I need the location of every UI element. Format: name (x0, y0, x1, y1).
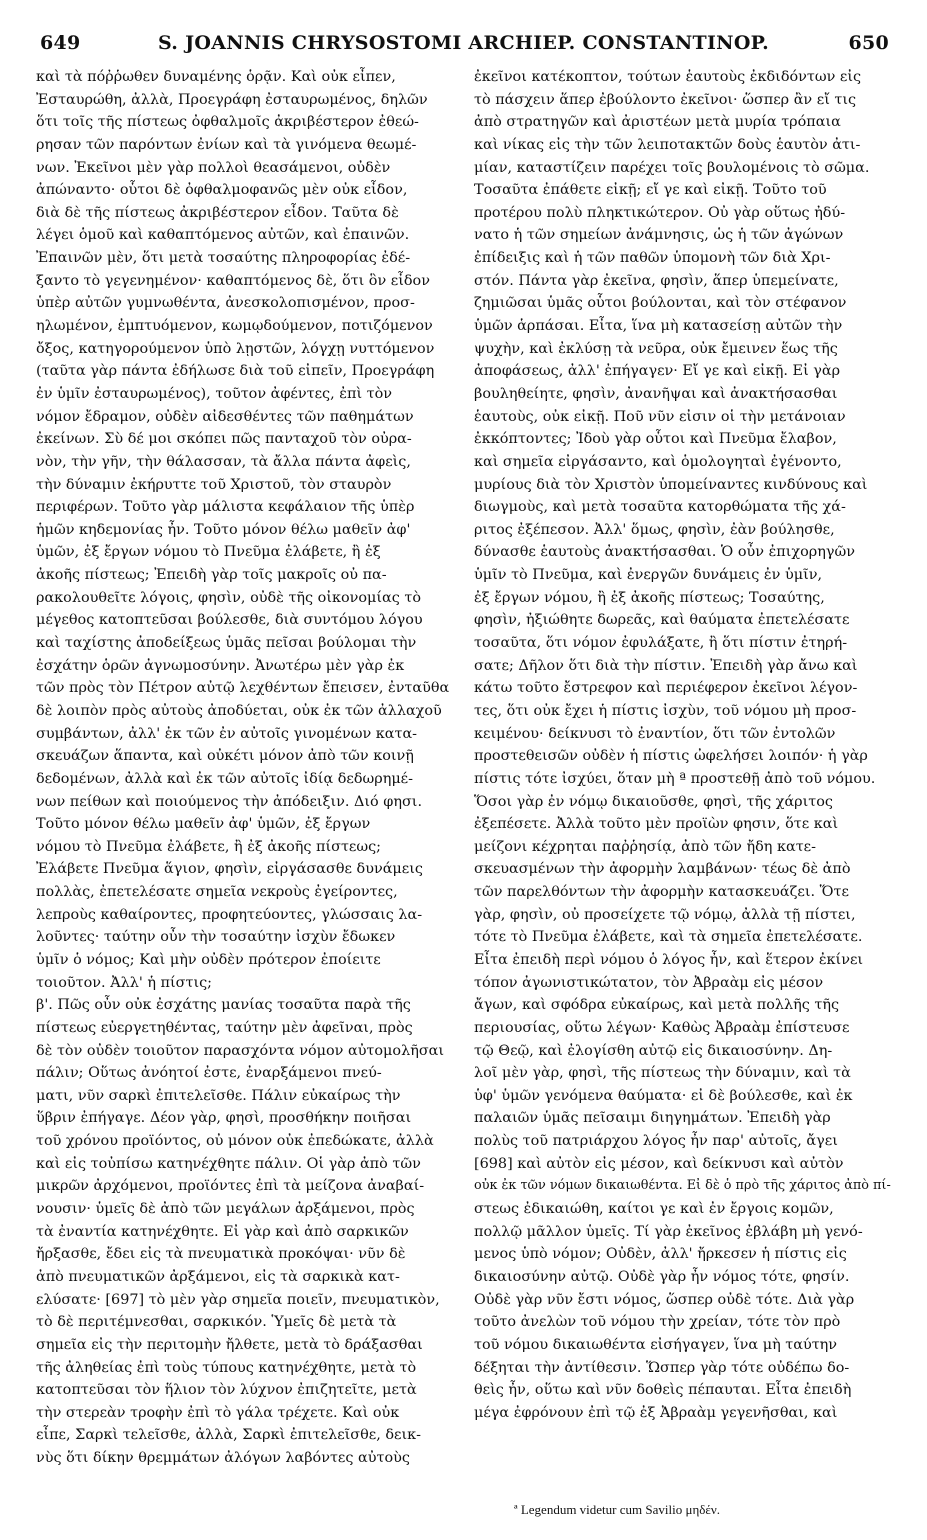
text-line: δὲ λοιπὸν πρὸς αὐτοὺς ἀποδύεται, οὐκ ἐκ τῶν ἀλλαχοῦ (36, 702, 442, 719)
text-line: β'. Πῶς οὖν οὐκ ἐσχάτης μανίας τοσαῦτα παρὰ τῆς (36, 997, 411, 1014)
right-column (474, 66, 894, 1424)
running-title: S. JOANNIS CHRYSOSTOMI ARCHIEP. CONSTANTINOP. (157, 32, 770, 54)
text-line: Ἐπαινῶν μὲν, ὅτι μετὰ τοσαύτης πληροφορίας ἐδέ- (36, 250, 411, 267)
text-line: ἀκοῆς πίστεως; Ἐπειδὴ γὰρ τοῖς μακροῖς οὐ πα- (36, 567, 387, 584)
text-line: φησὶν, ἠξιώθητε δωρεᾶς, καὶ θαύματα ἐπετελέσατε (474, 612, 850, 629)
text-line: ὕβριν ἐπήγαγε. Δέον γὰρ, φησὶ, προσθήκην ποιῆσαι (36, 1110, 412, 1127)
text-line: τὸ πάσχειν ἅπερ ἐβούλοντο ἐκεῖνοι· ὥσπερ ἂν εἴ τις (474, 91, 857, 108)
text-line: τοιοῦτον. Ἀλλ' ἡ πίστις; (36, 974, 212, 991)
text-line: μίαν, καταστίζειν παρέχει τοῖς βουλομένοις τὸ σῶμα. (474, 159, 870, 176)
text-line: μείζονι κέχρηται παῤῥησίᾳ, ἀπὸ τῶν ἤδη κατε- (474, 838, 816, 855)
text-line: διὰ δὲ τῆς πίστεως ἀκριβέστερον εἶδον. Ταῦτα δὲ (36, 204, 399, 221)
text-line: καὶ σημεῖα εἰργάσαντο, καὶ ὁμολογηταὶ ἐγένοντο, (474, 453, 842, 470)
text-line: μυρίους διὰ τὸν Χριστὸν ὑπομείναντες κινδύνους καὶ (474, 476, 868, 493)
text-line: ὑμῶν ἁρπάσαι. Εἶτα, ἵνα μὴ κατασείσῃ αὐτῶν τὴν (474, 318, 843, 335)
text-line: πάλιν; Οὕτως ἀνόητοί ἐστε, ἐναρξάμενοι πνεύ- (36, 1065, 382, 1082)
text-line: πίστεως εὐεργετηθέντας, ταύτην μὲν ἀφεῖναι, πρὸς (36, 1019, 413, 1036)
text-line: Τοῦτο μόνον θέλω μαθεῖν ἀφ' ὑμῶν, ἐξ ἔργων (36, 816, 371, 833)
text-line: πίστις τότε ἰσχύει, ὅταν μὴ ª προστεθῇ ἀπὸ τοῦ νόμου. (474, 770, 876, 787)
text-line: μέγα ἐφρόνουν ἐπὶ τῷ ἐξ Ἀβραὰμ γεγενῆσθαι, καὶ (474, 1404, 838, 1421)
text-line: ζημιῶσαι ὑμᾶς οὗτοι βούλονται, καὶ τὸν στέφανον (474, 295, 847, 312)
text-line: νων. Ἐκεῖνοι μὲν γὰρ πολλοὶ θεασάμενοι, οὐδὲν (36, 159, 391, 176)
text-line: ἐκεῖνοι κατέκοπτον, τούτων ἑαυτοὺς ἐκδιδόντων εἰς (474, 69, 862, 85)
text-line: ἀπὸ πνευματικῶν ἀρξάμενοι, εἰς τὰ σαρκικὰ κατ- (36, 1268, 400, 1285)
text-line: τοῦ χρόνου προϊόντος, οὐ μόνον οὐκ ἐπεδώκατε, ἀλλὰ (36, 1133, 434, 1150)
text-line: προστεθεισῶν οὐδὲν ἡ πίστις ὠφελήσει λοιπόν· ἡ γὰρ (474, 748, 868, 765)
text-line: ξαντο τὸ γεγενημένον· καθαπτόμενος δὲ, ὅτι ὃν εἶδον (36, 272, 430, 289)
text-line: τόπον ἀγωνιστικώτατον, τὸν Ἀβραὰμ εἰς μέσον (474, 974, 824, 991)
text-line: θεὶς ἦν, οὕτω καὶ νῦν δοθεὶς πέπαυται. Εἶτα ἐπειδὴ (474, 1382, 852, 1399)
text-line: [698] καὶ αὐτὸν εἰς μέσον, καὶ δείκνυσι καὶ αὐτὸν (474, 1155, 844, 1172)
text-line: δὲ τὸν οὐδὲν τοιοῦτον παρασχόντα νόμον αὐτομολῆσαι (36, 1042, 445, 1059)
text-line: (ταῦτα γὰρ πάντα ἐδήλωσε διὰ τοῦ εἰπεῖν, Προεγράφη (36, 363, 435, 380)
text-line: νουσιν· ὑμεῖς δὲ ἀπὸ τῶν μεγάλων ἀρξάμενοι, πρὸς (36, 1201, 415, 1218)
footnote: ª Legendum videtur cum Savilio μηδέν. (514, 1502, 720, 1517)
text-line: ὑμῖν τὸ Πνεῦμα, καὶ ἐνεργῶν δυνάμεις ἐν ὑμῖν, (474, 567, 823, 584)
text-line: κατοπτεῦσαι τὸν ἥλιον τὸν λύχνον ἐπιζητεῖτε, μετὰ (36, 1382, 417, 1399)
text-line: ριτος ἐξέπεσον. Ἀλλ' ὅμως, φησὶν, ἐὰν βούλησθε, (474, 521, 835, 538)
text-line: ἐκκόπτοντες; Ἰδοὺ γὰρ οὗτοι καὶ Πνεῦμα ἔλαβον, (474, 431, 837, 448)
text-line: προτέρου πολὺ πληκτικώτερον. Οὐ γὰρ οὕτως ἠδύ- (474, 204, 846, 221)
text-line: σημεῖα εἰς τὴν περιτομὴν ἤλθετε, μετὰ τὸ δράξασθαι (36, 1336, 423, 1353)
text-line: καὶ ταχίστης ἀποδείξεως ὑμᾶς πεῖσαι βούλομαι τὴν (36, 635, 417, 652)
text-line: καὶ εἰς τοὐπίσω κατηνέχθητε πάλιν. Οἱ γὰρ ἀπὸ τῶν (36, 1155, 421, 1172)
text-line: νων πείθων καὶ ποιούμενος τὴν ἀπόδειξιν. Διό φησι. (36, 793, 423, 810)
text-line: στόν. Πάντα γὰρ ἐκεῖνα, φησὶν, ἅπερ ὑπεμείνατε, (474, 272, 839, 289)
text-line: περιφέρων. Τοῦτο γὰρ μάλιστα κεφάλαιον τῆς ὑπὲρ (36, 499, 415, 516)
text-line: σατε; Δῆλον ὅτι διὰ τὴν πίστιν. Ἐπειδὴ γὰρ ἄνω καὶ (474, 657, 858, 674)
text-line: δέξηται τὴν ἀντίθεσιν. Ὥσπερ γὰρ τότε οὐδέπω δο- (474, 1359, 850, 1376)
text-line: πολλὰς, ἐπετελέσατε σημεῖα νεκροὺς ἐγείροντες, (36, 884, 398, 901)
text-line: ἐξεπέσετε. Ἀλλὰ τοῦτο μὲν προϊὼν φησιν, ὅτε καὶ (474, 816, 839, 833)
text-line: κειμένου· δείκνυσι τὸ ἐναντίον, ὅτι τῶν ἐντολῶν (474, 725, 836, 742)
text-line: ἀπὸ στρατηγῶν καὶ ἀριστέων μετὰ μυρία τρόπαια (474, 114, 841, 131)
page-number-left: 649 (40, 32, 81, 54)
text-line: περιουσίας, οὕτω λέγων· Καθὼς Ἀβραὰμ ἐπίστευσε (474, 1019, 850, 1036)
text-line: τες, ὅτι οὐκ ἔχει ἡ πίστις ἰσχὺν, τοῦ νόμου μὴ προσ- (474, 702, 857, 719)
text-line: εἶπε, Σαρκὶ τελεῖσθε, ἀλλὰ, Σαρκὶ ἐπιτελεῖσθε, δεικ- (36, 1427, 422, 1444)
text-line: ἐκείνων. Σὺ δέ μοι σκόπει πῶς πανταχοῦ τὸν οὐρα- (36, 431, 412, 448)
text-line: τότε τὸ Πνεῦμα ἐλάβετε, καὶ τὰ σημεῖα ἐπετελέσατε. (474, 929, 863, 946)
text-line: ὑφ' ὑμῶν γενόμενα θαύματα· εἰ δὲ βούλεσθε, καὶ ἐκ (474, 1087, 853, 1104)
text-line: νατο ἡ τῶν σημείων ἀνάμνησις, ὡς ἡ τῶν ἀγώνων (474, 227, 844, 244)
text-line: νόμου τὸ Πνεῦμα ἐλάβετε, ἢ ἐξ ἀκοῆς πίστεως; (36, 838, 382, 855)
text-line: ρησαν τῶν παρόντων ἐνίων καὶ τὰ γινόμενα θεωμέ- (36, 136, 417, 153)
text-line: στεως ἐδικαιώθη, καίτοι γε καὶ ἐν ἔργοις κομῶν, (474, 1201, 834, 1218)
text-line: τῷ Θεῷ, καὶ ἐλογίσθη αὐτῷ εἰς δικαιοσύνην. Δη- (474, 1042, 833, 1059)
text-line: τῶν παρελθόντων τὴν ἀφορμὴν κατασκευάζει. Ὅτε (474, 884, 849, 901)
text-line: Τοσαῦτα ἐπάθετε εἰκῇ; εἴ γε καὶ εἰκῇ. Τοῦτο τοῦ (474, 182, 827, 199)
text-line: ἐσχάτην ὁρῶν ἀγνωμοσύνην. Ἀνωτέρω μὲν γὰρ ἐκ (36, 657, 405, 674)
text-line: ἤρξασθε, ἔδει εἰς τὰ πνευματικὰ προκόψαι· νῦν δὲ (36, 1246, 406, 1263)
text-line: τὴν στερεὰν τροφὴν ἐπὶ τὸ γάλα τρέχετε. Καὶ οὐκ (36, 1404, 400, 1421)
text-line: τὸ δὲ περιτέμνεσθαι, σαρκικόν. Ὑμεῖς δὲ μετὰ τὰ (36, 1314, 397, 1331)
text-line: καὶ νίκας εἰς τὴν τῶν λειποτακτῶν δοὺς ἑαυτὸν ἀτι- (474, 136, 861, 153)
text-line: τῆς ἀληθείας ἐπὶ τοὺς τύπους κατηνέχθητε, μετὰ τὸ (36, 1359, 417, 1376)
text-line: ελύσατε· [697] τὸ μὲν γὰρ σημεῖα ποιεῖν, πνευματικὸν, (36, 1291, 440, 1308)
text-line: ἐπίδειξις καὶ ἡ τῶν παθῶν ὑπομονὴ τῶν διὰ Χρι- (474, 250, 831, 267)
text-line: οὐκ ἐκ τῶν νόμων δικαιωθέντα. Εἰ δὲ ὁ πρὸ τῆς χάριτος ἀπὸ πί- (474, 1178, 891, 1194)
text-line: νὺς ὅτι δίκην θρεμμάτων ἀλόγων λαβόντες αὐτοὺς (36, 1450, 410, 1467)
text-line: ἐν ὑμῖν ἐσταυρωμένος), τοῦτον ἀφέντες, ἐπὶ τὸν (36, 385, 393, 402)
text-line: βουληθείητε, φησὶν, ἀνανῆψαι καὶ ἀνακτήσασθαι (474, 385, 838, 402)
text-line: τοῦτο ἀνελὼν τοῦ νόμου τὴν χρείαν, τότε τὸν πρὸ (474, 1314, 841, 1331)
text-line: λοῖ μὲν γὰρ, φησὶ, τῆς πίστεως τὴν δύναμιν, καὶ τὰ (474, 1065, 851, 1082)
text-line: ὅτι τοῖς τῆς πίστεως ὀφθαλμοῖς ἀκριβέστερον ἐθεώ- (36, 114, 419, 131)
text-line: ὄξος, κατηγορούμενον ὑπὸ λῃστῶν, λόγχῃ νυττόμενον (36, 340, 435, 357)
text-line: πολλῷ μᾶλλον ὑμεῖς. Τί γὰρ ἐκεῖνος ἐβλάβη μὴ γενό- (474, 1223, 863, 1240)
text-line: λέγει ὁμοῦ καὶ καθαπτόμενος αὐτῶν, καὶ ἐπαινῶν. (36, 227, 410, 244)
text-line: ἐξ ἔργων νόμου, ἢ ἐξ ἀκοῆς πίστεως; Τοσαύτης, (474, 589, 825, 606)
text-line: κάτω τοῦτο ἔστρεφον καὶ περιέφερον ἐκεῖνοι λέγον- (474, 680, 858, 697)
text-line: διωγμοὺς, καὶ μετὰ τοσαῦτα κατορθώματα τῆς χά- (474, 499, 846, 516)
text-line: παλαιῶν ὑμᾶς πεῖσαιμι διηγημάτων. Ἐπειδὴ γὰρ (474, 1110, 831, 1127)
text-line: ματι, νῦν σαρκὶ ἐπιτελεῖσθε. Πάλιν εὐκαίρως τὴν (36, 1087, 401, 1104)
text-line: Εἶτα ἐπειδὴ περὶ νόμου ὁ λόγος ἦν, καὶ ἕτερον ἐκίνει (474, 951, 864, 968)
text-line: ἑαυτοὺς, οὐκ εἰκῇ. Ποῦ νῦν εἰσιν οἱ τὴν μετάνοιαν (474, 408, 846, 425)
text-line: πολὺς τοῦ πατριάρχου λόγος ἦν παρ' αὐτοῖς, ἄγει (474, 1133, 838, 1150)
text-line: δεδομένων, ἀλλὰ καὶ ἐκ τῶν αὐτοῖς ἰδίᾳ δεδωρημέ- (36, 770, 414, 787)
text-line: ρακολουθεῖτε λόγοις, φησὶν, οὐδὲ τῆς οἰκονομίας τὸ (36, 589, 422, 606)
text-line: καὶ τὰ πόῤῥωθεν δυναμένης ὁρᾷν. Καὶ οὐκ εἶπεν, (36, 69, 396, 85)
text-line: ἄγων, καὶ σφόδρα εὐκαίρως, καὶ μετὰ πολλῆς τῆς (474, 997, 840, 1014)
text-line: ψυχὴν, καὶ ἐκλύσῃ τὰ νεῦρα, οὐκ ἔμεινεν ἕως τῆς (474, 340, 838, 357)
text-line: ηλωμένον, ἐμπτυόμενον, κωμῳδούμενον, ποτιζόμενον (36, 318, 433, 335)
text-line: ὑμῖν ὁ νόμος; Καὶ μὴν οὐδὲν πρότερον ἐποίειτε (36, 951, 381, 968)
text-line: νὸν, τὴν γῆν, τὴν θάλασσαν, τὰ ἄλλα πάντα ἀφεὶς, (36, 453, 411, 470)
text-line: Ἐλάβετε Πνεῦμα ἅγιον, φησὶν, εἰργάσασθε δυνάμεις (36, 861, 423, 878)
text-line: λοῦντες· ταύτην οὖν τὴν τοσαύτην ἰσχὺν ἔδωκεν (36, 929, 396, 946)
text-line: τὰ ἐναντία κατηνέχθητε. Εἰ γὰρ καὶ ἀπὸ σαρκικῶν (36, 1223, 409, 1240)
text-line: τῶν πρὸς τὸν Πέτρον αὐτῷ λεχθέντων ἔπεισεν, ἐνταῦθα (36, 680, 450, 697)
text-line: μενος ὑπὸ νόμον; Οὐδὲν, ἀλλ' ἤρκεσεν ἡ πίστις εἰς (474, 1246, 847, 1263)
text-line: Οὐδὲ γὰρ νῦν ἔστι νόμος, ὥσπερ οὐδὲ τότε. Διὰ γὰρ (474, 1291, 855, 1308)
text-line: συμβάντων, ἀλλ' ἐκ τῶν ἐν αὐτοῖς γινομένων κατα- (36, 725, 418, 742)
text-line: δύνασθε ἑαυτοὺς ἀνακτήσασθαι. Ὁ οὖν ἐπιχορηγῶν (474, 544, 855, 561)
text-line: σκευάζων ἅπαντα, καὶ οὐκέτι μόνον ἀπὸ τῶν κοινῇ (36, 748, 414, 765)
text-line: μέγεθος κατοπτεῦσαι βούλεσθε, διὰ συντόμου λόγου (36, 612, 423, 629)
text-line: ὑμῶν, ἐξ ἔργων νόμου τὸ Πνεῦμα ἐλάβετε, ἢ ἐξ (36, 544, 381, 561)
text-line: τοσαῦτα, ὅτι νόμον ἐφυλάξατε, ἢ ὅτι πίστιν ἐτηρή- (474, 635, 848, 652)
text-line: ἀπώναντο· οὗτοι δὲ ὀφθαλμοφανῶς μὲν οὐκ εἶδον, (36, 182, 408, 199)
text-line: μικρῶν ἀρχόμενοι, προϊόντες ἐπὶ τὰ μείζονα ἀναβαί- (36, 1178, 425, 1195)
text-line: ὑπὲρ αὐτῶν γυμνωθέντα, ἀνεσκολοπισμένον, προσ- (36, 295, 415, 312)
text-line: ἡμῶν κηδεμονίας ἦν. Τοῦτο μόνον θέλω μαθεῖν ἀφ' (36, 521, 411, 538)
text-line: ἀποφάσεως, ἀλλ' ἐπήγαγεν· Εἴ γε καὶ εἰκῇ. Εἰ γὰρ (474, 363, 841, 380)
page-number-right: 650 (848, 32, 889, 54)
text-line: τοῦ νόμου δικαιωθέντα εἰσήγαγεν, ἵνα μὴ ταύτην (474, 1336, 838, 1353)
text-line: δικαιοσύνην αὐτῷ. Οὐδὲ γὰρ ἦν νόμος τότε, φησίν. (474, 1268, 850, 1285)
text-line: σκευασμένων τὴν ἀφορμὴν λαμβάνων· τέως δὲ ἀπὸ (474, 861, 851, 878)
text-line: νόμον ἔδραμον, οὐδὲν αἰδεσθέντες τῶν παθημάτων (36, 408, 414, 425)
text-line: τὴν δύναμιν ἐκήρυττε τοῦ Χριστοῦ, τὸν σταυρὸν (36, 476, 392, 493)
text-line: Ὅσοι γὰρ ἐν νόμῳ δικαιοῦσθε, φησὶ, τῆς χάριτος (474, 793, 833, 810)
left-column (36, 66, 456, 1470)
text-line: λεπροὺς καθαίροντες, προφητεύοντες, γλώσσαις λα- (36, 906, 423, 923)
text-line: Ἐσταυρώθη, ἀλλὰ, Προεγράφη ἐσταυρωμένος, δηλῶν (36, 91, 428, 108)
text-line: γὰρ, φησὶν, οὐ προσείχετε τῷ νόμῳ, ἀλλὰ τῇ πίστει, (474, 906, 856, 923)
